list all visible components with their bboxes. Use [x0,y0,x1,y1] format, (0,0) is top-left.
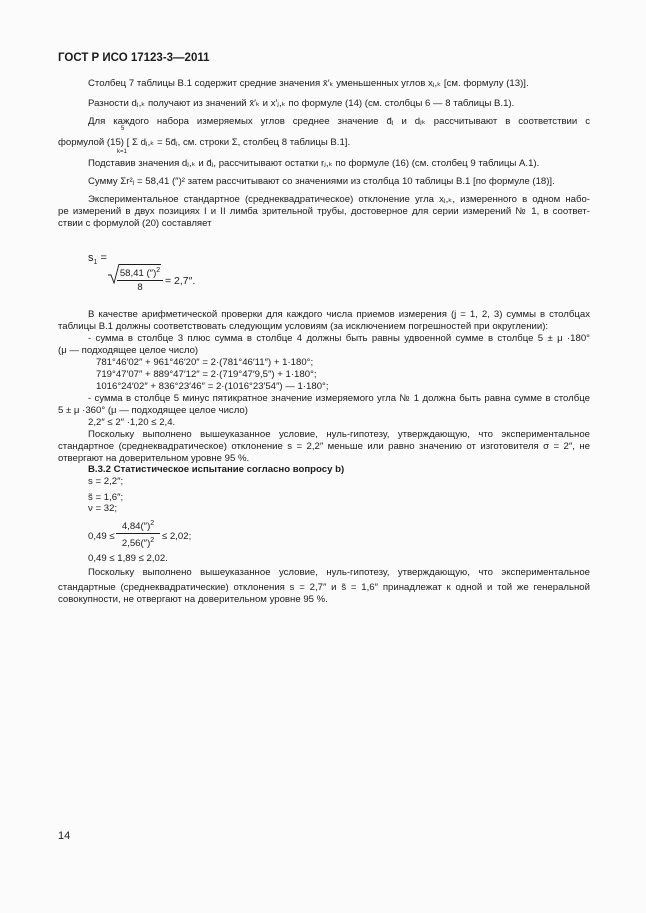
fraction-bar [117,280,163,281]
text-line: отвергают на доверительном уровне 95 %. [58,453,250,464]
text-line: Для каждого набора измеряемых углов среднее значение d̄ⱼ и dⱼₖ рассчитывают в соответствии с [88,116,590,127]
text-line: - сумма в столбце 5 минус пятикратное значение измеряемого угла № 1 должна быть равна сумме в столбце [88,393,590,404]
text-line: совокупности, не отвергают на доверительном уровне 95 %. [58,594,328,605]
text-line: Подставив значения dⱼ,ₖ и d̄ⱼ, рассчитывают остатки rⱼ,ₖ по формуле (16) (см. столбец 9 таблицы А.1). [88,158,540,169]
formula-s1-result: = 2,7″. [165,275,196,287]
formula-s1-numerator: 58,41 (″)$^2$ [119,267,161,280]
radical-overline [119,264,161,265]
fraction-bar [116,533,160,534]
text-line: ствии с формулой (20) составляет [58,218,212,229]
text-line: ре измерений в двух позициях I и II лимба зрительной трубы, достоверное для серии измерений № 1, в соответ- [58,206,590,217]
text-line: Разности dⱼ,ₖ получают из значений x̄′ₖ и x′ⱼ,ₖ по формуле (14) (см. столбцы 6 — 8 таблицы В.1). [88,98,515,109]
text-line: формулой (15) [ Σ dⱼ,ₖ = 5d̄ⱼ, см. строки Σ, столбец 8 таблицы В.1]. [58,137,351,148]
text-line: (μ — подходящее целое число) [58,345,199,356]
formula-s1-symbol: s [88,252,94,264]
formula-ratio-right: ≤ 2,02; [162,531,192,542]
text-line: s = 2,2″; [88,476,124,487]
section-heading: В.3.2 Статистическое испытание согласно вопросу b) [88,464,345,475]
formula-ratio-left: 0,49 ≤ [88,531,115,542]
formula-ratio-text [58,515,72,516]
formula-s1-subscript: 1 [93,259,98,267]
formula-s1-denominator: 8 [137,282,143,293]
text-line: Сумму Σr²ⱼ = 58,41 (″)² затем рассчитывают со значениями из столбца 10 таблицы В.1 [по формуле (18)]. [88,176,555,187]
text-line: 0,49 ≤ 1,89 ≤ 2,02. [88,553,168,564]
text-line: 781°46′02″ + 961°46′20″ = 2·(781°46′11″) + 1·180°; [96,357,314,368]
text-line: таблицы В.1 должны соответствовать следующим условиям (за исключением погрешностей при округлении): [58,321,549,332]
text-line: s̃ = 1,6″; [88,492,124,503]
text-line: 719°47′07″ + 889°47′12″ = 2·(719°47′9,5″) + 1·180°; [96,369,317,380]
formula-ratio-denominator: 2,56(″)$^2$ [121,537,155,550]
text-line: В качестве арифметической проверки для каждого числа приемов измерения (j = 1, 2, 3) суммы в столбцах [88,309,590,320]
page-header: ГОСТ Р ИСО 17123-3—2011 [58,52,210,64]
text-line: 5 ± μ ·360° (μ — подходящее целое число) [58,405,248,416]
text-line: 1016°24′02″ + 836°23′46″ = 2·(1016°23′54″) — 1·180°; [96,381,329,392]
text-line: - сумма в столбце 3 плюс сумма в столбце 4 должны быть равны удвоенной сумме в столбце 5 ± μ ·180° [88,333,590,344]
text-line: стандартные (среднеквадратические) отклонения s = 2,7″ и s̃ = 1,6″ принадлежат к одной и той же генеральной [58,582,590,593]
sum-lower-limit: k=1 [117,149,127,155]
text-line: 2,2″ ≤ 2″ ·1,20 ≤ 2,4. [88,417,176,428]
text-line: Столбец 7 таблицы В.1 содержит средние значения x̄′ₖ уменьшенных углов xⱼ,ₖ [см. формулу (13)]. [88,78,529,89]
sum-upper-limit: 5 [121,126,125,132]
formula-ratio-numerator: 4,84(″)$^2$ [121,520,155,533]
text-line: Поскольку выполнено вышеуказанное условие, нуль-гипотезу, утверждающую, что экспериментальное [88,429,590,440]
text-line: Экспериментальное стандартное (среднеквадратическое) отклонение угла xⱼ,ₖ, измеренного в одном набо- [88,194,590,205]
text-line: Поскольку выполнено вышеуказанное условие, нуль-гипотезу, утверждающую, что экспериментальное [88,567,590,578]
formula-s1-lhs: $s_1$ = [88,252,107,267]
formula-s1-text [58,222,70,223]
text-line: стандартное (среднеквадратическое) отклонение s = 2,2″ меньше или равно значению от изготовителя σ = 2″, не [58,441,590,452]
page-number: 14 [58,830,71,842]
text-line: ν = 32; [88,503,118,514]
